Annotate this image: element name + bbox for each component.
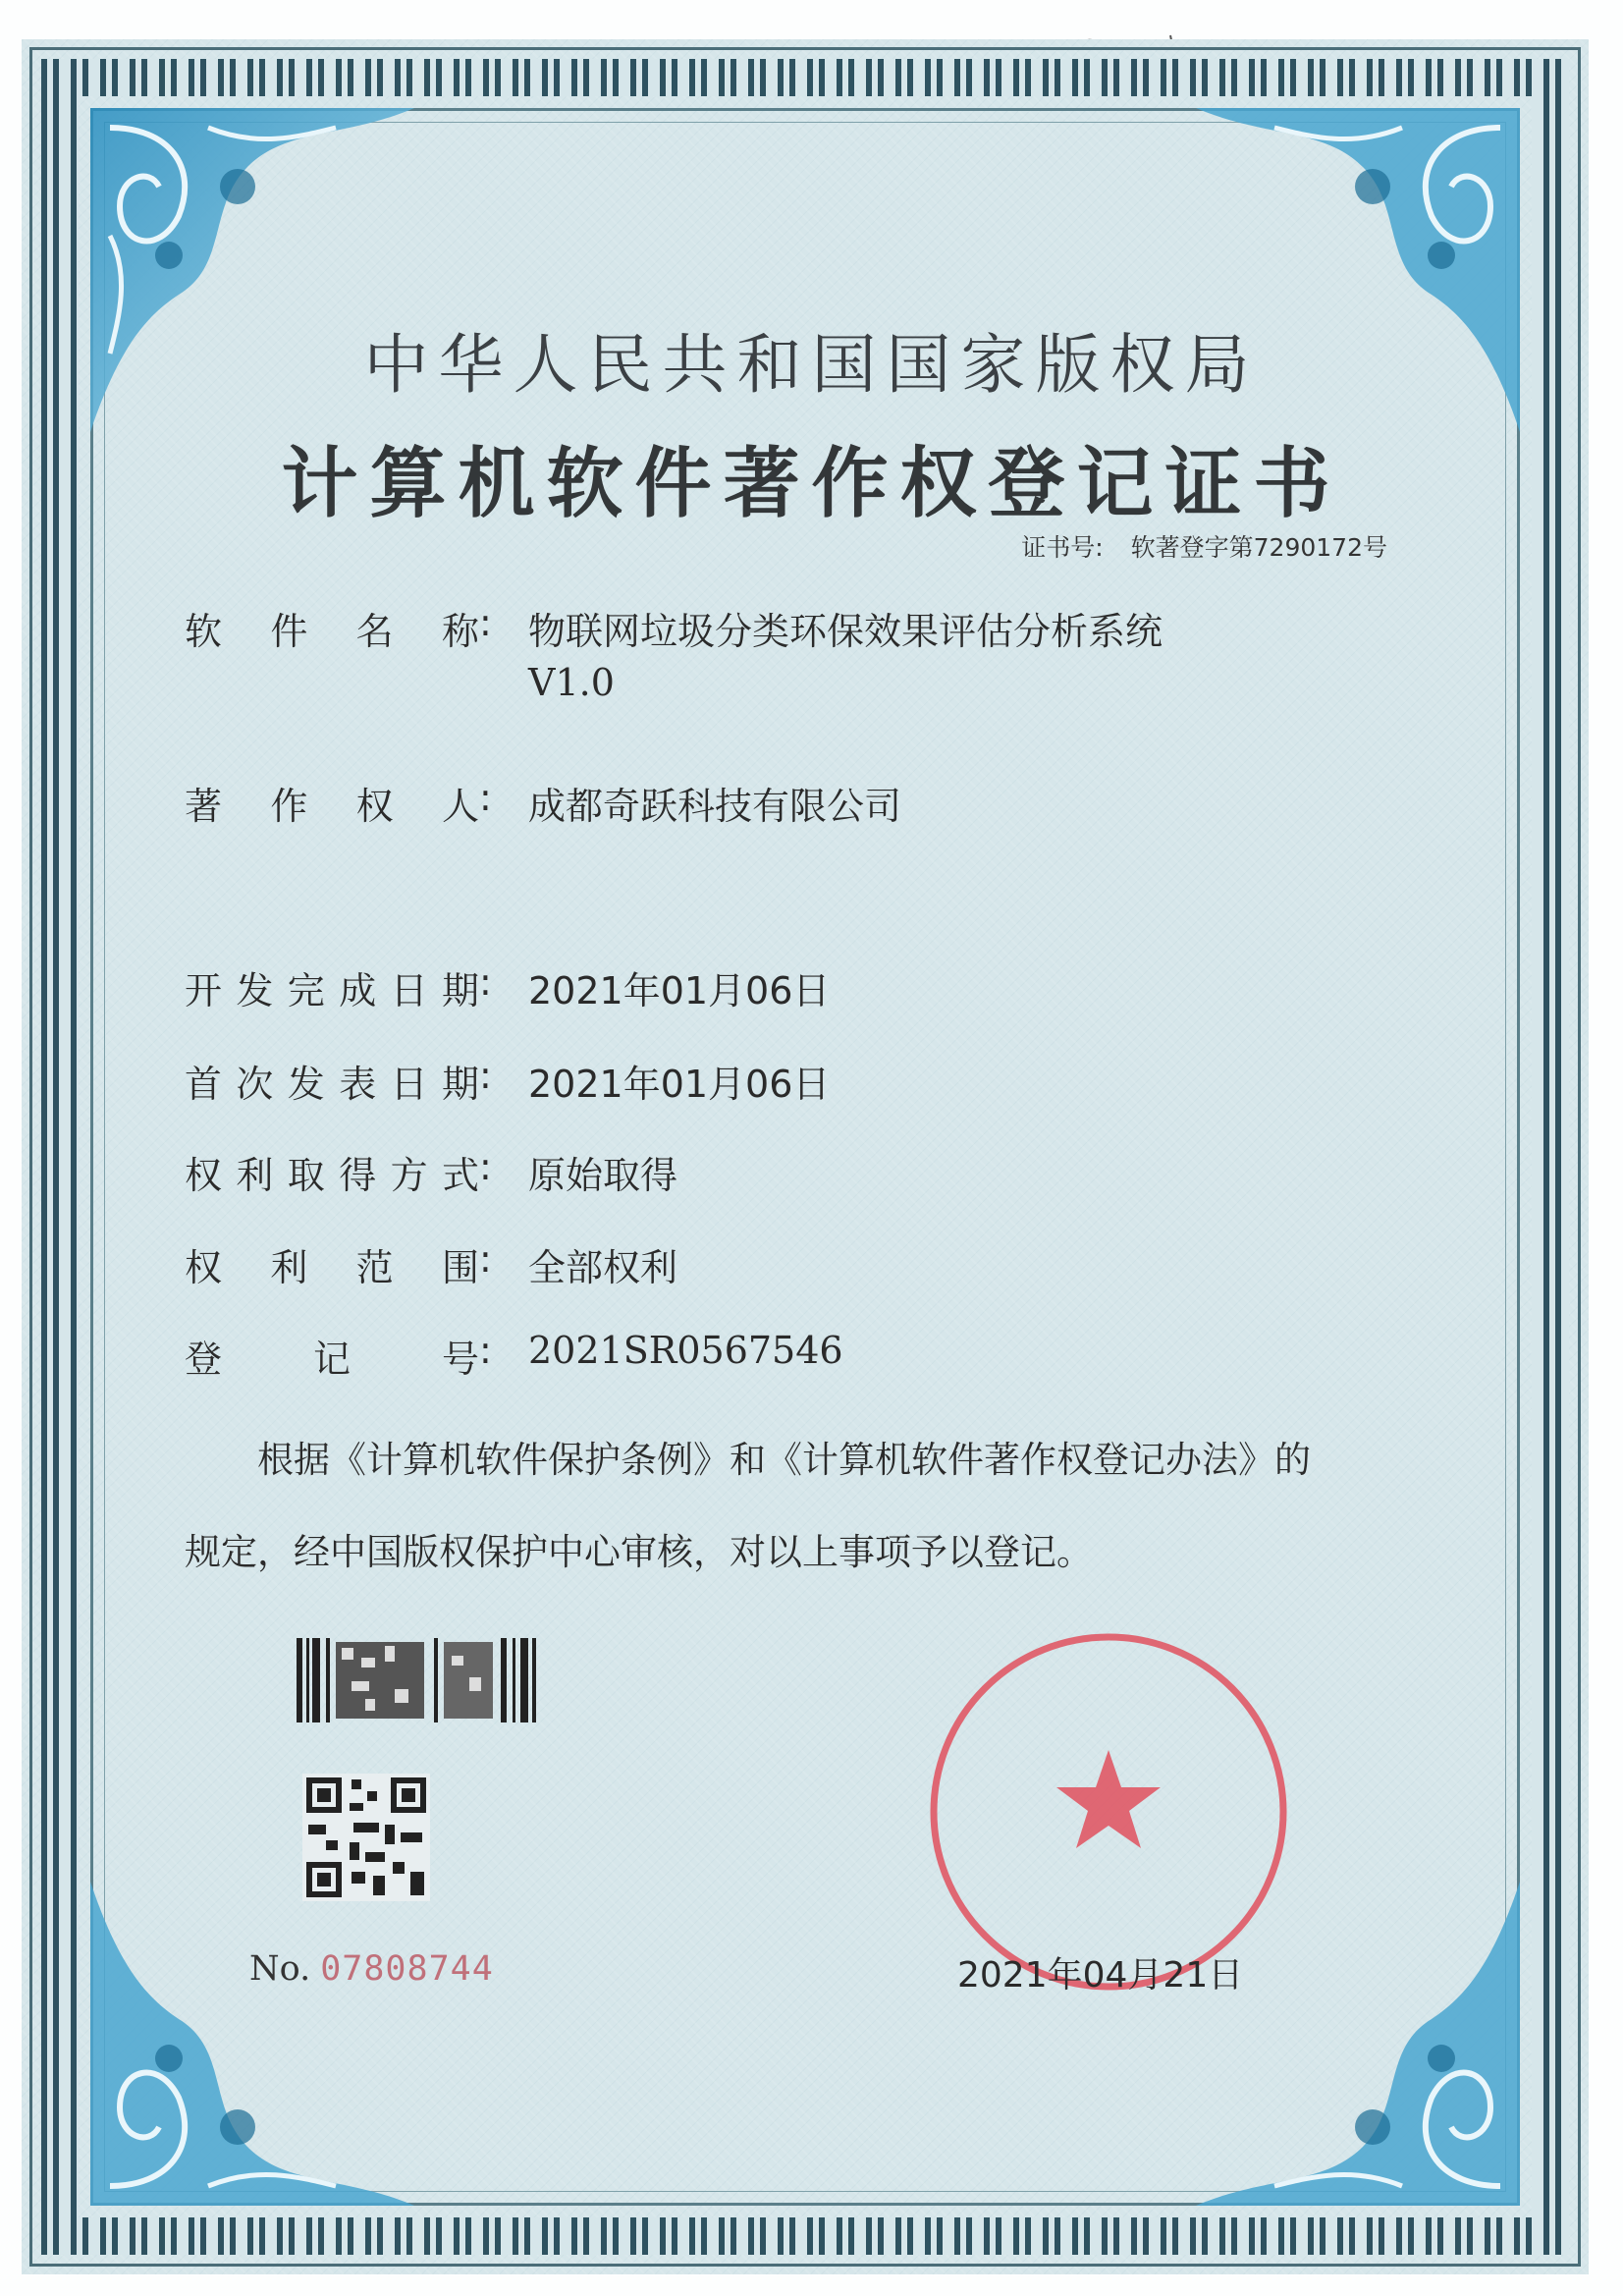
field-colon: : — [479, 960, 492, 1004]
official-seal-icon — [927, 1630, 1290, 1994]
field-label: 著作权人 — [185, 785, 479, 828]
serial-prefix: No. — [249, 1949, 311, 1989]
field-label: 首次发表日期 — [185, 1063, 479, 1106]
barcode-icon — [297, 1638, 536, 1722]
field-value: 2021年01月06日 — [528, 969, 831, 1012]
field-colon: : — [479, 1237, 492, 1281]
field-value: 全部权利 — [528, 1246, 678, 1289]
field-value: 2021年01月06日 — [528, 1063, 831, 1106]
statement-line1: 根据《计算机软件保护条例》和《计算机软件著作权登记办法》的 — [257, 1439, 1311, 1481]
field-value: 原始取得 — [528, 1154, 678, 1197]
certificate-number-value: 软著登字第7290172号 — [1130, 533, 1387, 562]
certificate-title: 计算机软件著作权登记证书 — [281, 440, 1342, 528]
field-value: 成都奇跃科技有限公司 — [528, 785, 902, 828]
field-rights-scope — [185, 1237, 677, 1291]
field-value — [528, 601, 1163, 704]
field-copyright-owner — [185, 776, 901, 830]
certificate-serial — [249, 1949, 494, 1989]
field-first-publish-date — [185, 1054, 830, 1108]
serial-number: 07808744 — [320, 1949, 494, 1989]
field-value: 2021SR0567546 — [528, 1329, 843, 1372]
field-label: 权利取得方式 — [185, 1154, 479, 1197]
field-colon: : — [479, 1329, 492, 1372]
field-software-name — [185, 601, 1163, 704]
issuing-authority: 中华人民共和国国家版权局 — [363, 327, 1260, 403]
field-label: 软件名称 — [185, 610, 479, 653]
registration-statement — [185, 1414, 1441, 1599]
certificate-number — [1021, 528, 1387, 564]
field-colon: : — [479, 1145, 492, 1188]
statement-line2: 规定，经中国版权保护中心审核，对以上事项予以登记。 — [185, 1531, 1093, 1573]
qr-code-icon — [302, 1774, 430, 1901]
issue-date: 2021年04月21日 — [957, 1955, 1244, 1995]
field-registration-number — [185, 1329, 843, 1383]
field-acquisition-method — [185, 1145, 677, 1199]
field-colon: : — [479, 1054, 492, 1097]
field-label: 开发完成日期 — [185, 969, 479, 1012]
software-name-line2: V1.0 — [528, 661, 615, 704]
field-label: 权利范围 — [185, 1246, 479, 1289]
field-completion-date — [185, 960, 830, 1014]
field-colon: : — [479, 601, 492, 644]
corner-ornament-icon — [90, 1882, 414, 2206]
software-name-line1: 物联网垃圾分类环保效果评估分析系统 — [528, 610, 1163, 653]
field-label: 登记号 — [185, 1338, 479, 1381]
field-colon: : — [479, 776, 492, 819]
certificate-number-label: 证书号: — [1021, 533, 1104, 562]
